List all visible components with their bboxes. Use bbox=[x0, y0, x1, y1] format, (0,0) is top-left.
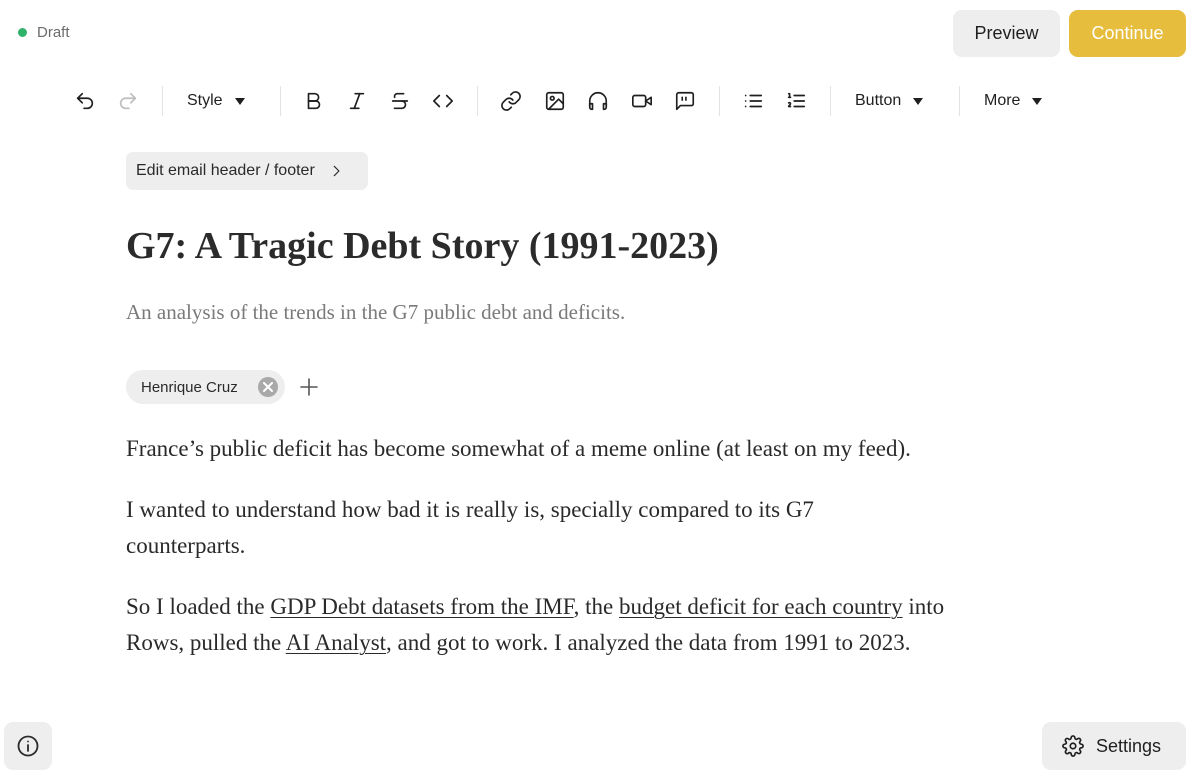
settings-button[interactable] bbox=[1042, 722, 1186, 770]
edit-email-header-footer-button[interactable] bbox=[126, 152, 368, 190]
paragraph-2[interactable]: I wanted to understand how bad it is really is, specially compared to its G7 counterparts. bbox=[126, 497, 814, 558]
author-chip bbox=[126, 370, 285, 404]
paragraph-3-text: , and got to work. I analyzed the data from 1991 to 2023. bbox=[386, 630, 911, 655]
numbered-list-icon[interactable] bbox=[781, 82, 811, 120]
ai-analyst-link[interactable]: AI Analyst bbox=[285, 630, 387, 655]
italic-icon[interactable] bbox=[342, 82, 372, 120]
video-icon[interactable] bbox=[627, 82, 657, 120]
quote-icon[interactable] bbox=[670, 82, 700, 120]
style-dropdown-label: Style bbox=[187, 92, 223, 109]
imf-debt-link[interactable]: GDP Debt datasets from the IMF bbox=[270, 594, 574, 619]
post-subtitle[interactable]: An analysis of the trends in the G7 public debt and deficits. bbox=[126, 300, 626, 324]
chevron-right-icon bbox=[329, 164, 343, 178]
budget-deficit-link[interactable]: budget deficit for each country bbox=[619, 594, 903, 619]
undo-icon[interactable] bbox=[70, 82, 100, 120]
audio-icon[interactable] bbox=[583, 82, 613, 120]
style-dropdown[interactable] bbox=[187, 82, 245, 120]
toolbar-divider bbox=[719, 86, 720, 116]
toolbar-divider bbox=[477, 86, 478, 116]
paragraph-3-text: So I loaded the bbox=[126, 594, 271, 619]
redo-icon[interactable] bbox=[113, 82, 143, 120]
caret-down-icon bbox=[913, 98, 923, 105]
info-icon bbox=[16, 734, 40, 758]
status-dot-icon bbox=[18, 28, 27, 37]
code-icon[interactable] bbox=[428, 82, 458, 120]
button-dropdown-label: Button bbox=[855, 92, 902, 109]
strikethrough-icon[interactable] bbox=[385, 82, 415, 120]
remove-author-icon[interactable] bbox=[258, 377, 278, 397]
draft-status bbox=[18, 24, 70, 41]
gear-icon bbox=[1062, 735, 1084, 757]
post-title[interactable]: G7: A Tragic Debt Story (1991-2023) bbox=[126, 225, 719, 267]
preview-button[interactable]: Preview bbox=[953, 10, 1060, 57]
settings-label: Settings bbox=[1096, 735, 1162, 756]
edit-header-label: Edit email header / footer bbox=[136, 162, 315, 179]
toolbar-divider bbox=[830, 86, 831, 116]
caret-down-icon bbox=[235, 98, 245, 105]
author-name: Henrique Cruz bbox=[141, 378, 238, 396]
bold-icon[interactable] bbox=[299, 82, 329, 120]
paragraph-3-text: , the bbox=[573, 594, 620, 619]
more-dropdown-label: More bbox=[984, 92, 1021, 109]
paragraph-1[interactable]: France’s public deficit has become somewhat of a meme online (at least on my feed). bbox=[126, 436, 911, 461]
paragraph-3[interactable] bbox=[126, 589, 986, 661]
paragraph-3-text: into Rows, pulled the bbox=[126, 594, 945, 655]
more-dropdown[interactable] bbox=[984, 82, 1042, 120]
link-icon[interactable] bbox=[496, 82, 526, 120]
caret-down-icon bbox=[1032, 98, 1042, 105]
info-button[interactable] bbox=[4, 722, 52, 770]
status-label: Draft bbox=[37, 24, 70, 41]
button-dropdown[interactable] bbox=[855, 82, 923, 120]
toolbar-divider bbox=[959, 86, 960, 116]
add-author-icon[interactable] bbox=[298, 376, 320, 398]
bullet-list-icon[interactable] bbox=[738, 82, 768, 120]
editor-toolbar bbox=[0, 78, 1199, 124]
image-icon[interactable] bbox=[540, 82, 570, 120]
toolbar-divider bbox=[280, 86, 281, 116]
toolbar-divider bbox=[162, 86, 163, 116]
continue-button[interactable]: Continue bbox=[1069, 10, 1186, 57]
